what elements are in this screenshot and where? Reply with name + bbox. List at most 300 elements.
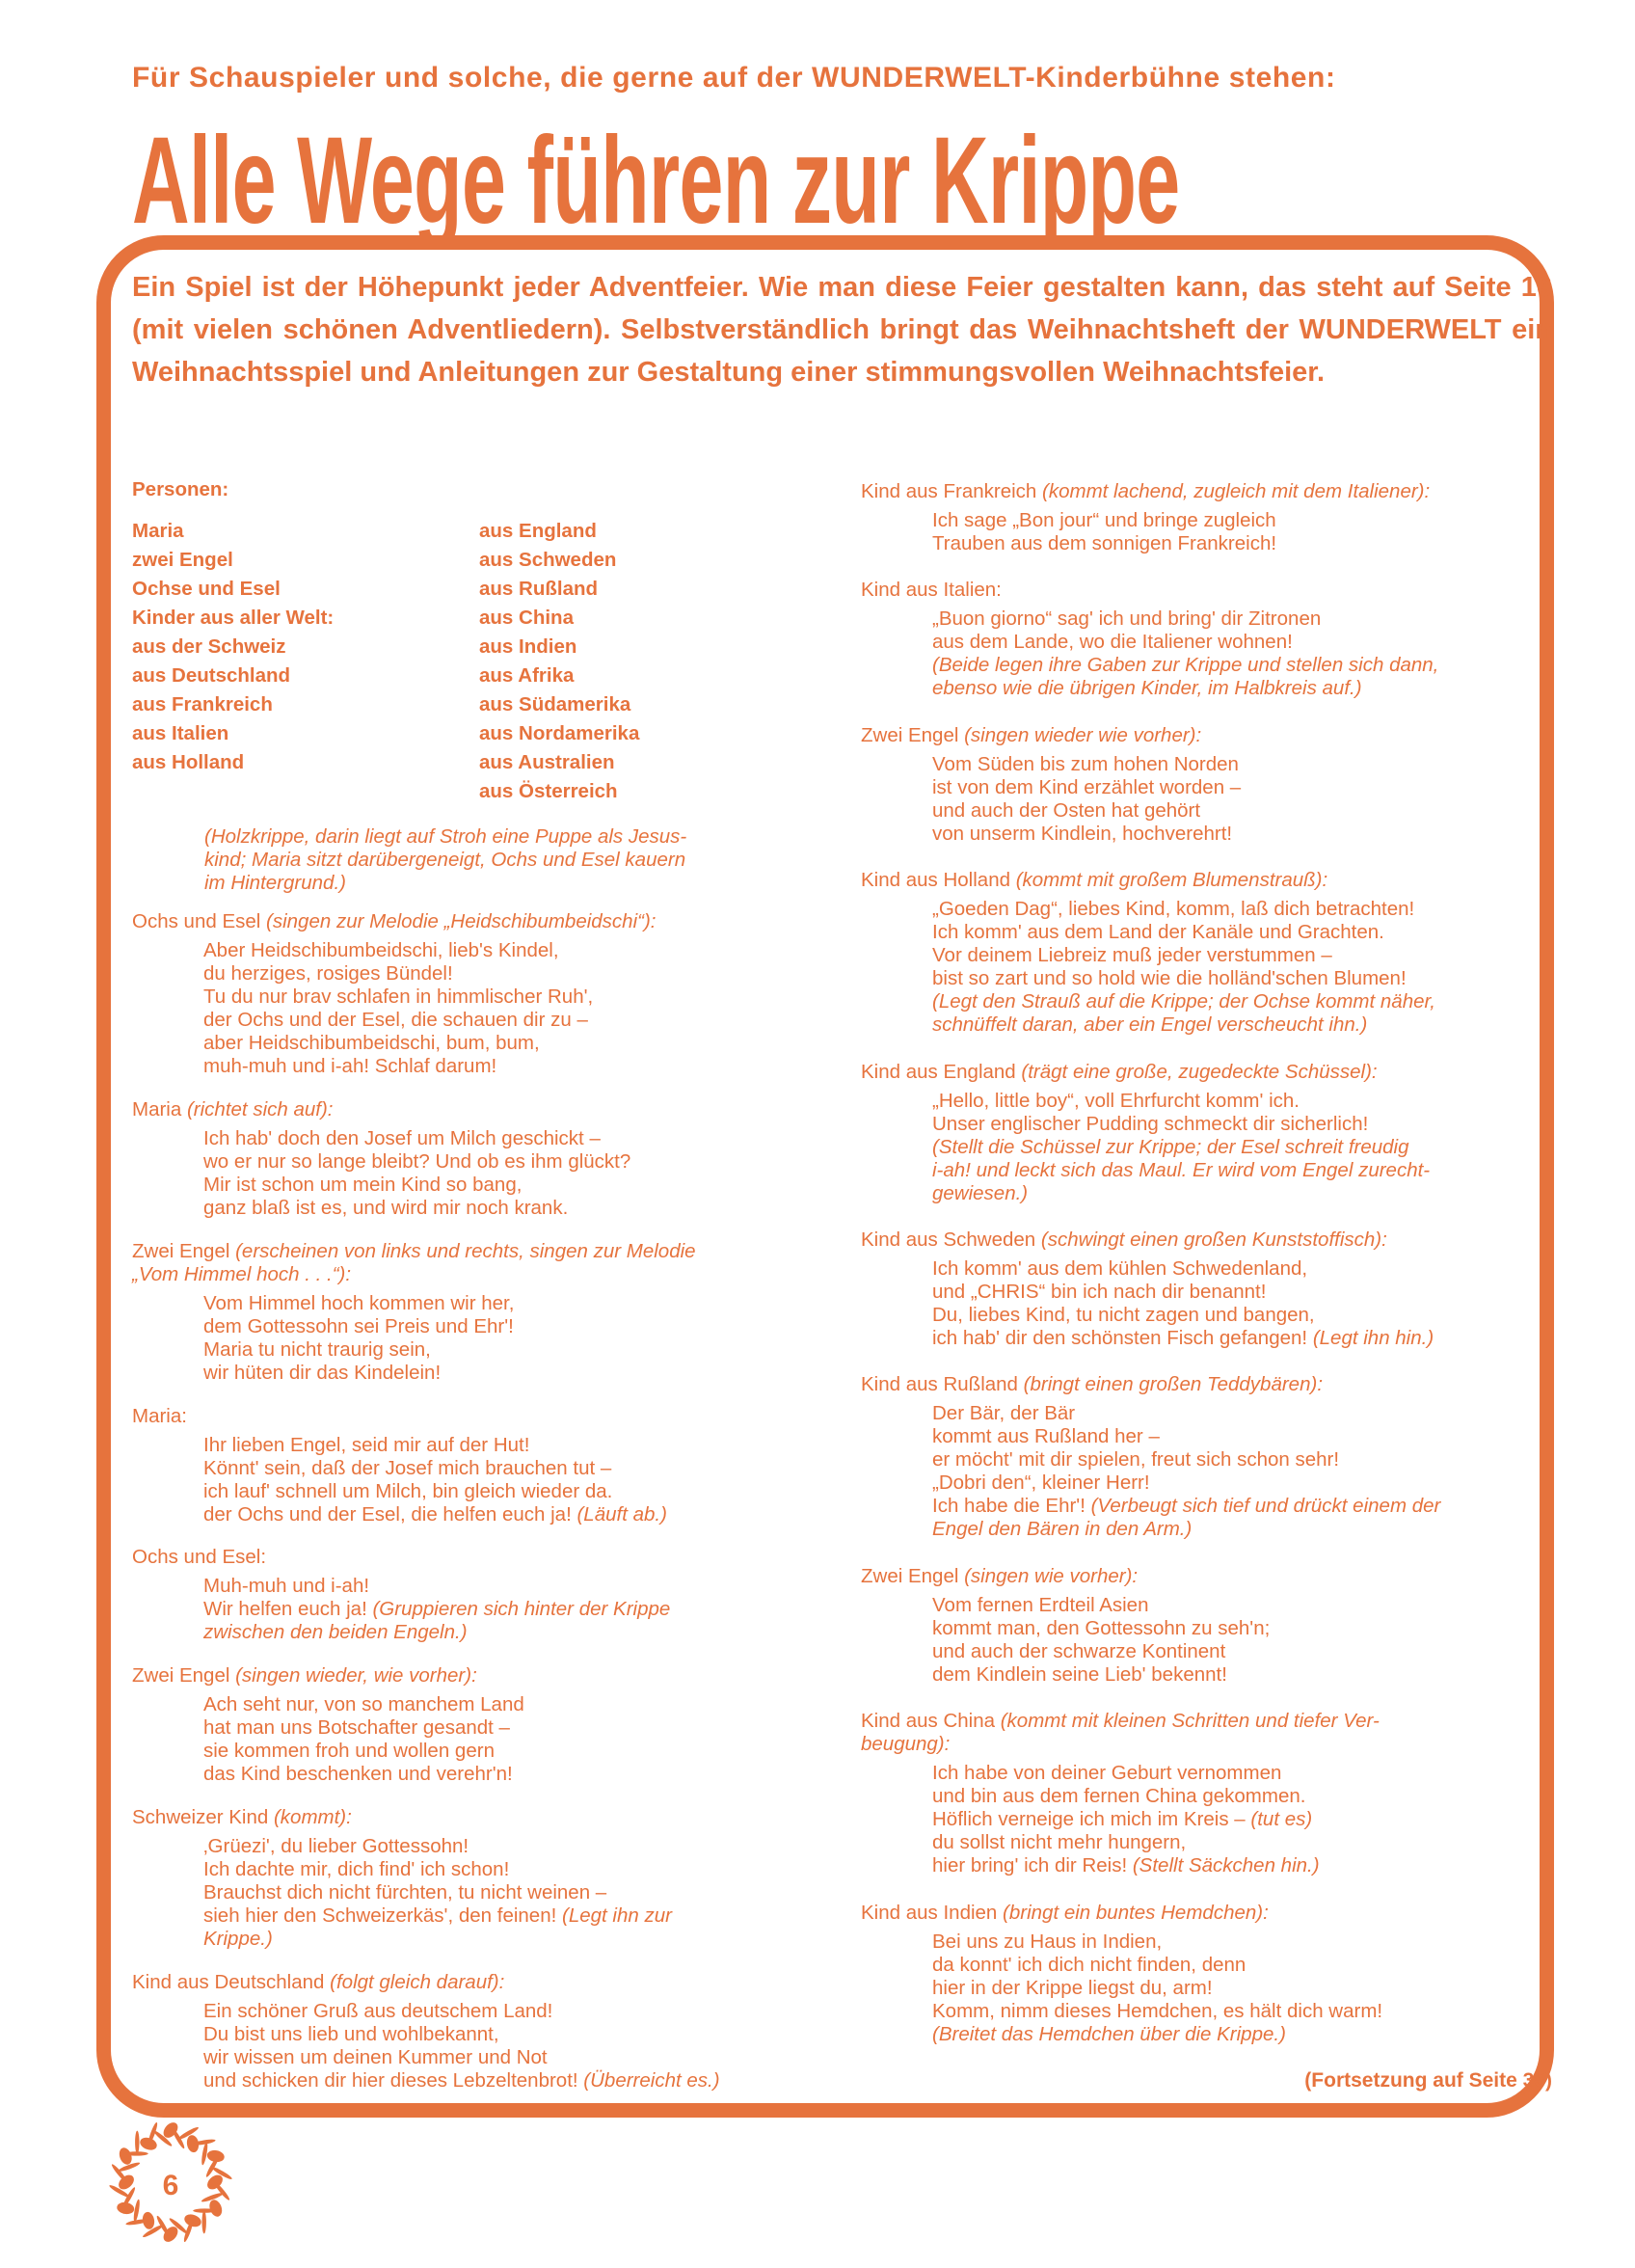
spoken-text: Ich komm' aus dem Land der Kanäle und Grachten. [932,921,1384,944]
cast-member: aus Afrika [479,664,575,687]
verse-line [932,1930,1552,1954]
script-block [132,1405,826,1526]
speaker-line [132,1240,826,1263]
stage-direction: (singen wie vorher): [964,1564,1139,1587]
verse-line [932,1495,1552,1518]
verse-body [132,1835,826,1951]
spoken-text: dem Kindlein seine Lieb' bekennt! [932,1662,1227,1686]
verse-line [203,1362,826,1385]
spoken-text: Muh-muh und i-ah! [203,1575,370,1598]
speaker-heading [861,1373,1552,1396]
spoken-text: Der Bär, der Bär [932,1402,1076,1425]
script-left-column [132,910,826,2092]
verse-line [932,1831,1552,1854]
script-block [132,1240,826,1385]
speaker-line [132,1806,826,1829]
spoken-text: Bei uns zu Haus in Indien, [932,1930,1163,1953]
stage-direction: (richtet sich auf): [186,1097,334,1120]
cast-member: aus Schweden [479,549,617,571]
stage-direction: beugung): [861,1733,951,1756]
verse-body [132,1292,826,1385]
spoken-text: Ein schöner Gruß aus deutschem Land! [203,1999,553,2022]
script-right-column [861,480,1552,2092]
spoken-text: Ich habe von deiner Geburt vernommen [932,1762,1282,1785]
spoken-text: Kind aus Frankreich [861,480,1043,502]
kicker-line: Für Schauspieler und solche, die gerne auf der WUNDERWELT-Kinderbühne stehen: [132,62,1336,94]
speaker-line [861,1902,1552,1925]
spoken-text: Tu du nur brav schlafen in himmlischer Ruh', [203,986,594,1008]
stage-direction: (Breitet das Hemdchen über die Krippe.) [932,2022,1286,2045]
verse-line [203,1881,826,1904]
wreath-icon [108,2120,233,2245]
spoken-text: Du, liebes Kind, tu nicht zagen und bangen, [932,1303,1315,1326]
cast-member: aus Rußland [479,578,599,600]
spoken-text: und bin aus dem fernen China gekommen. [932,1785,1306,1808]
verse-line [203,1716,826,1740]
speaker-line [861,579,1552,602]
cast-member: aus Australien [479,751,615,773]
verse-line [203,1621,826,1644]
spoken-text: kommt man, den Gottessohn zu seh'n; [932,1616,1271,1639]
verse-line [932,1013,1552,1037]
spoken-text: Könnt' sein, daß der Josef mich brauchen tut – [203,1456,612,1479]
verse-line [932,1090,1552,1113]
stage-direction: „Vom Himmel hoch . . .“): [132,1262,352,1285]
verse-body [861,1762,1552,1877]
verse-line [932,967,1552,990]
verse-line [203,1315,826,1338]
spoken-text: Kind aus Holland [861,869,1016,892]
spoken-text: und auch der schwarze Kontinent [932,1639,1226,1662]
spoken-text: Vom Himmel hoch kommen wir her, [203,1291,515,1314]
verse-line [203,2023,826,2046]
verse-body [861,1594,1552,1687]
verse-line [203,1740,826,1763]
verse-line [932,1425,1552,1448]
cast-heading: Personen: [132,478,229,500]
speaker-heading [861,1710,1552,1756]
speaker-heading [861,1565,1552,1588]
speaker-heading [132,1546,826,1569]
spoken-text: Kind aus China [861,1710,1001,1733]
script-block [861,1565,1552,1687]
verse-line [203,2000,826,2023]
spoken-text: Wir helfen euch ja! [203,1598,373,1621]
speaker-line [861,869,1552,892]
speaker-line [861,1710,1552,1733]
script-block [861,724,1552,846]
stage-direction: (kommt lachend, zugleich mit dem Italiener): [1042,480,1431,502]
verse-line [932,654,1552,677]
spoken-text: Aber Heidschibumbeidschi, lieb's Kindel, [203,939,559,961]
spoken-text: Kind aus England [861,1060,1022,1083]
spoken-text: Ich habe die Ehr'! [932,1495,1091,1518]
speaker-line [132,1546,826,1569]
spoken-text: Ich dachte mir, dich find' ich schon! [203,1858,510,1881]
stage-direction: zwischen den beiden Engeln.) [203,1621,468,1644]
verse-body [132,1575,826,1644]
verse-line [932,1594,1552,1617]
speaker-heading [132,1806,826,1829]
script-block [861,579,1552,700]
stage-direction: (tut es) [1250,1808,1313,1831]
script-block [132,1971,826,2092]
speaker-line [132,1971,826,1994]
cast-member: aus Frankreich [132,693,273,716]
spoken-text: Kind aus Indien [861,1901,1004,1924]
stage-direction: (Legt ihn hin.) [1312,1326,1434,1349]
spoken-text: sie kommen froh und wollen gern [203,1740,495,1763]
spoken-text: da konnt' ich dich nicht finden, denn [932,1953,1246,1976]
cast-member: Ochse und Esel [132,578,281,600]
verse-line [932,776,1552,799]
speaker-heading [861,1902,1552,1925]
verse-line [932,799,1552,823]
speaker-heading [861,869,1552,892]
spoken-text: Vom Süden bis zum hohen Norden [932,752,1239,775]
verse-line [203,1127,826,1150]
spoken-text: du sollst nicht mehr hungern, [932,1831,1187,1854]
speaker-line [861,480,1552,503]
spoken-text: der Ochs und der Esel, die schauen dir zu – [203,1009,588,1031]
stage-direction: (Läuft ab.) [576,1502,667,1526]
spoken-text: ich lauf' schnell um Milch, bin gleich wieder da. [203,1479,613,1502]
stage-direction: (Beide legen ihre Gaben zur Krippe und stellen sich dann, [932,654,1439,677]
spoken-text: Ich sage „Bon jour“ und bringe zugleich [932,509,1276,531]
verse-body [861,1930,1552,2046]
spoken-text: Ach seht nur, von so manchem Land [203,1693,524,1716]
spoken-text: Du bist uns lieb und wohlbekannt, [203,2022,499,2045]
speaker-heading [861,579,1552,602]
verse-body [861,898,1552,1037]
verse-line [932,1182,1552,1205]
spoken-text: Kind aus Schweden [861,1228,1041,1251]
stage-direction: (singen wieder wie vorher): [964,723,1202,746]
spoken-text: wir wissen um deinen Kummer und Not [203,2045,548,2068]
verse-line [932,2023,1552,2046]
cast-member: aus Italien [132,722,229,744]
cast-column-1 [132,517,479,806]
script-block [861,1710,1552,1877]
verse-line [203,1835,826,1858]
cast-member: aus Österreich [479,780,618,802]
spoken-text: Zwei Engel [132,1239,236,1262]
spoken-text: ich hab' dir den schönsten Fisch gefangen! [932,1326,1313,1349]
spoken-text: Maria tu nicht traurig sein, [203,1337,431,1361]
spoken-text: er möcht' mit dir spielen, freut sich schon sehr! [932,1448,1340,1472]
stage-direction: (Verbeugt sich tief und drückt einem der [1090,1495,1441,1518]
spoken-text: Schweizer Kind [132,1806,274,1829]
verse-body [861,509,1552,555]
verse-line [932,1281,1552,1304]
spoken-text: Komm, nimm dieses Hemdchen, es hält dich warm! [932,1999,1383,2022]
verse-line [203,1009,826,1032]
verse-body [861,1090,1552,1205]
verse-line [203,1928,826,1951]
cast-member: aus Nordamerika [479,722,640,744]
spoken-text: und „CHRIS“ bin ich nach dir benannt! [932,1280,1267,1303]
verse-line [932,921,1552,944]
spoken-text: Ochs und Esel: [132,1546,267,1569]
verse-line [203,2046,826,2069]
spoken-text: Zwei Engel [132,1664,236,1688]
speaker-heading [861,724,1552,747]
speaker-heading [132,1971,826,1994]
intro-paragraph: Ein Spiel ist der Höhepunkt jeder Adventfeier. Wie man diese Feier gestalten kann, das steht auf Seite 16 (mit vielen schönen Adventliedern). Selbstverständlich bringt das Weihnachtsheft der WUNDERWELT ein Weihnachtsspiel und Anleitungen zur Gestaltung einer stimmungsvollen Weihnachtsfeier. [132,272,1552,388]
spoken-text: du herziges, rosiges Bündel! [203,962,453,985]
spoken-text: wir hüten dir das Kindelein! [203,1361,442,1384]
cast-member: Kinder aus aller Welt: [132,607,335,629]
verse-line [932,1518,1552,1541]
verse-line [932,1136,1552,1159]
stage-direction: (erscheinen von links und rechts, singen zur Melodie [235,1239,696,1262]
verse-line [932,1159,1552,1182]
spoken-text: muh-muh und i-ah! Schlaf darum! [203,1055,497,1077]
stage-direction: (schwingt einen großen Kunststoffisch): [1040,1228,1387,1251]
spoken-text: „Dobri den“, kleiner Herr! [932,1472,1150,1495]
verse-line [932,608,1552,631]
spoken-text: aus dem Lande, wo die Italiener wohnen! [932,631,1293,654]
verse-line [932,1472,1552,1495]
spoken-text: Kind aus Deutschland [132,1970,331,1993]
verse-line [932,677,1552,700]
stage-direction-line: kind; Maria sitzt darübergeneigt, Ochs und Esel kauern [204,849,686,871]
spoken-text: hier bring' ich dir Reis! [932,1854,1133,1877]
speaker-line [861,1373,1552,1396]
speaker-line [861,1061,1552,1084]
stage-direction-line: (Holzkrippe, darin liegt auf Stroh eine Puppe als Jesus- [204,825,687,848]
opening-stage-direction [204,825,826,895]
verse-line [203,1575,826,1598]
spoken-text: der Ochs und der Esel, die helfen euch ja! [203,1502,577,1526]
verse-body [132,1434,826,1526]
speaker-line [132,1098,826,1121]
speaker-line [132,1405,826,1428]
spoken-text: Höflich verneige ich mich im Kreis – [932,1808,1251,1831]
spoken-text: „Buon giorno“ sag' ich und bring' dir Zitronen [932,608,1322,631]
spoken-text: und auch der Osten hat gehört [932,798,1201,822]
spoken-text: wo er nur so lange bleibt? Und ob es ihm glückt? [203,1149,631,1173]
spoken-text: kommt aus Rußland her – [932,1425,1160,1448]
spoken-text: Trauben aus dem sonnigen Frankreich! [932,532,1277,554]
verse-body [861,753,1552,846]
stage-direction: schnüffelt daran, aber ein Engel verscheucht ihn.) [932,1013,1368,1037]
spoken-text: ist von dem Kind erzählet worden – [932,775,1242,798]
verse-line [203,2069,826,2092]
speaker-heading [132,1098,826,1121]
stage-direction: (folgt gleich darauf): [330,1970,505,1993]
verse-line [932,532,1552,555]
verse-line [932,1762,1552,1785]
cast-member: zwei Engel [132,549,233,571]
spoken-text: Vom fernen Erdteil Asien [932,1593,1149,1616]
speaker-heading [861,1228,1552,1252]
speaker-heading [132,1240,826,1286]
speaker-line [861,724,1552,747]
spoken-text: Maria [132,1097,187,1120]
stage-direction: (Legt den Strauß auf die Krippe; der Ochse kommt näher, [932,990,1435,1013]
cast-member: Maria [132,520,184,542]
speaker-line [861,1228,1552,1252]
cast-member: aus England [479,520,597,542]
cast-list [132,478,826,895]
stage-direction: i-ah! und leckt sich das Maul. Er wird vom Engel zurecht- [932,1158,1431,1181]
verse-line [932,1113,1552,1136]
verse-line [203,1503,826,1526]
verse-line [932,753,1552,776]
stage-direction: (Stellt Säckchen hin.) [1132,1854,1320,1877]
spoken-text: Zwei Engel [861,1564,965,1587]
verse-line [932,1640,1552,1663]
spoken-text: Brauchst dich nicht fürchten, tu nicht weinen – [203,1881,607,1904]
speaker-heading [132,1405,826,1428]
stage-direction: Engel den Bären in den Arm.) [932,1518,1193,1541]
stage-direction: (kommt): [273,1806,352,1829]
verse-line [932,1785,1552,1808]
script-block [132,1546,826,1644]
spoken-text: Unser englischer Pudding schmeckt dir sicherlich! [932,1112,1369,1135]
verse-line [203,1197,826,1220]
continuation-note: (Fortsetzung auf Seite 35) [1304,2068,1552,2092]
cast-member: aus der Schweiz [132,635,286,658]
speaker-heading [861,1061,1552,1084]
cast-member: aus Indien [479,635,577,658]
spoken-text: hier in der Krippe liegst du, arm! [932,1976,1213,1999]
verse-line [932,823,1552,846]
verse-line [932,944,1552,967]
spoken-text: Ich komm' aus dem kühlen Schwedenland, [932,1256,1308,1280]
script-block [132,1806,826,1951]
verse-line [203,1457,826,1480]
stage-direction-line: im Hintergrund.) [204,872,346,894]
speaker-heading [132,1664,826,1688]
speaker-line [861,1565,1552,1588]
speaker-line [132,1263,826,1286]
spoken-text: hat man uns Botschafter gesandt – [203,1716,510,1740]
verse-line [932,509,1552,532]
verse-line [932,1617,1552,1640]
verse-line [932,1854,1552,1877]
script-block [861,480,1552,555]
stage-direction: (kommt mit kleinen Schritten und tiefer Ver- [1000,1710,1380,1733]
cast-column-2 [479,517,826,806]
stage-direction: (singen wieder, wie vorher): [235,1664,477,1688]
spoken-text: bist so zart und so hold wie die holländ'schen Blumen! [932,967,1407,990]
script-block [861,1228,1552,1350]
page-title: Alle Wege führen zur Krippe [132,112,1180,250]
verse-line [203,1693,826,1716]
spoken-text: Ochs und Esel [132,910,267,932]
verse-line [932,898,1552,921]
verse-line [203,1598,826,1621]
cast-member: aus China [479,607,574,629]
verse-body [132,1693,826,1786]
speaker-heading [132,910,826,933]
spoken-text: „Goeden Dag“, liebes Kind, komm, laß dich betrachten! [932,898,1415,921]
spoken-text: Mir ist schon um mein Kind so bang, [203,1173,523,1196]
stage-direction: (Überreicht es.) [583,2068,720,2092]
speaker-line [132,910,826,933]
speaker-heading [861,480,1552,503]
verse-line [932,631,1552,654]
stage-direction: (Stellt die Schüssel zur Krippe; der Esel schreit freudig [932,1135,1409,1158]
verse-line [203,1150,826,1174]
verse-line [932,1327,1552,1350]
stage-direction: (trägt eine große, zugedeckte Schüssel): [1021,1060,1378,1083]
stage-direction: ebenso wie die übrigen Kinder, im Halbkreis auf.) [932,677,1362,700]
verse-body [861,608,1552,700]
verse-body [132,2000,826,2092]
spoken-text: Ihr lieben Engel, seid mir auf der Hut! [203,1433,530,1456]
stage-direction: Krippe.) [203,1928,273,1951]
verse-line [932,1977,1552,2000]
stage-direction: (bringt ein buntes Hemdchen): [1003,1901,1269,1924]
spoken-text: ganz blaß ist es, und wird mir noch krank. [203,1196,569,1219]
stage-direction: gewiesen.) [932,1181,1029,1204]
speaker-line [861,1733,1552,1756]
spoken-text: Vor deinem Liebreiz muß jeder verstummen – [932,944,1332,967]
verse-line [932,1954,1552,1977]
spoken-text: Kind aus Italien: [861,579,1002,602]
verse-line [203,1032,826,1055]
spoken-text: „Hello, little boy“, voll Ehrfurcht komm' ich. [932,1089,1300,1112]
spoken-text: von unserm Kindlein, hochverehrt! [932,822,1233,845]
verse-line [203,1338,826,1362]
stage-direction: (bringt einen großen Teddybären): [1023,1373,1324,1396]
spoken-text: ‚Grüezi', du lieber Gottessohn! [203,1835,469,1858]
verse-line [203,1904,826,1928]
verse-line [932,1663,1552,1687]
verse-line [932,990,1552,1013]
spoken-text: Zwei Engel [861,723,965,746]
script-block [132,1098,826,1220]
spoken-text: sieh hier den Schweizerkäs', den feinen! [203,1904,562,1928]
stage-direction: (kommt mit großem Blumenstrauß): [1015,869,1328,892]
verse-line [932,1808,1552,1831]
spoken-text: dem Gottessohn sei Preis und Ehr'! [203,1314,514,1337]
spoken-text: Ich hab' doch den Josef um Milch geschickt – [203,1126,601,1149]
verse-line [932,1304,1552,1327]
verse-line [203,1055,826,1078]
verse-line [203,1292,826,1315]
page-number: 6 [162,2170,179,2201]
spoken-text: das Kind beschenken und verehr'n! [203,1763,513,1786]
verse-line [203,1434,826,1457]
spoken-text: und schicken dir hier dieses Lebzeltenbrot! [203,2068,584,2092]
cast-member: aus Deutschland [132,664,291,687]
verse-line [203,1763,826,1786]
cast-member: aus Südamerika [479,693,631,716]
cast-member: aus Holland [132,751,245,773]
stage-direction: (singen zur Melodie „Heidschibumbeidschi“): [266,910,657,932]
verse-body [861,1257,1552,1350]
verse-line [203,962,826,986]
verse-line [203,1480,826,1503]
spoken-text: Kind aus Rußland [861,1373,1024,1396]
stage-direction: (Legt ihn zur [562,1904,672,1928]
speaker-line [132,1664,826,1688]
verse-body [132,939,826,1078]
verse-body [132,1127,826,1220]
script-block [132,1664,826,1786]
verse-body [861,1402,1552,1541]
stage-direction: (Gruppieren sich hinter der Krippe [372,1598,671,1621]
script-block [132,910,826,1078]
spoken-text: aber Heidschibumbeidschi, bum, bum, [203,1032,540,1054]
verse-line [932,1257,1552,1281]
spoken-text: Maria: [132,1404,187,1427]
verse-line [932,2000,1552,2023]
